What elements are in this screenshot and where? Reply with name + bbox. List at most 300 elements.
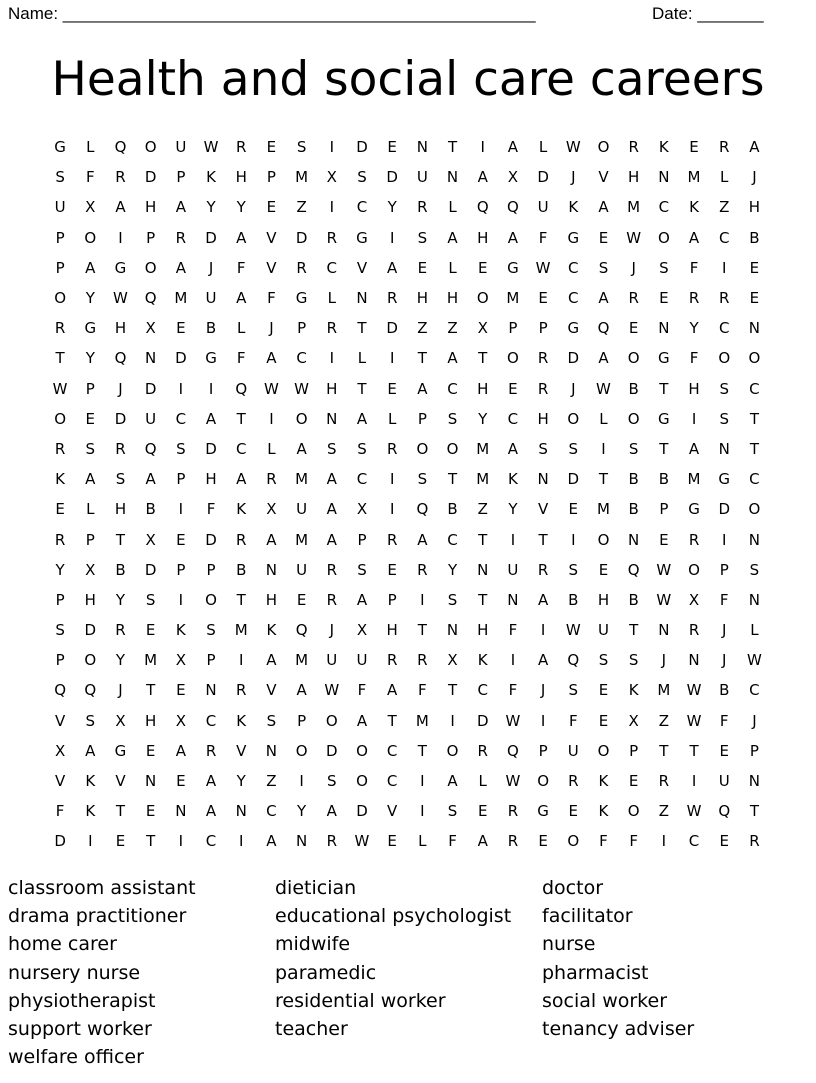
grid-letter[interactable]: S <box>85 711 96 730</box>
grid-letter[interactable]: A <box>598 198 609 217</box>
grid-letter[interactable]: M <box>174 289 188 308</box>
grid-letter[interactable]: D <box>144 379 157 398</box>
grid-letter[interactable]: W <box>565 621 581 640</box>
grid-letter[interactable]: P <box>85 379 95 398</box>
grid-letter[interactable]: A <box>537 651 549 670</box>
grid-letter[interactable]: P <box>55 228 65 247</box>
grid-letter[interactable]: R <box>386 439 398 458</box>
grid-letter[interactable]: B <box>205 319 217 338</box>
grid-letter[interactable]: H <box>114 319 127 338</box>
grid-letter[interactable]: R <box>236 530 247 549</box>
grid-letter[interactable]: Y <box>85 349 95 368</box>
grid-letter[interactable]: T <box>478 530 488 549</box>
grid-letter[interactable]: O <box>567 409 580 428</box>
grid-letter[interactable]: U <box>567 741 579 760</box>
grid-letter[interactable]: P <box>297 319 307 338</box>
grid-letter[interactable]: M <box>415 711 429 730</box>
grid-letter[interactable]: F <box>418 681 427 700</box>
grid-letter[interactable]: P <box>176 168 186 187</box>
grid-letter[interactable]: P <box>176 560 186 579</box>
grid-letter[interactable]: J <box>631 258 636 277</box>
grid-letter[interactable]: Q <box>718 802 731 821</box>
grid-letter[interactable]: N <box>507 590 519 609</box>
grid-letter[interactable]: Q <box>114 138 127 157</box>
grid-letter[interactable]: K <box>598 802 609 821</box>
grid-letter[interactable]: D <box>54 832 66 851</box>
grid-letter[interactable]: R <box>507 802 519 821</box>
grid-letter[interactable]: H <box>628 168 640 187</box>
grid-letter[interactable]: U <box>54 198 66 217</box>
grid-letter[interactable]: G <box>688 500 700 519</box>
grid-letter[interactable]: A <box>387 681 398 700</box>
grid-letter[interactable]: N <box>235 802 247 821</box>
grid-letter[interactable]: E <box>145 621 156 640</box>
grid-letter[interactable]: O <box>657 228 670 247</box>
grid-letter[interactable]: H <box>326 379 338 398</box>
grid-letter[interactable]: A <box>447 349 458 368</box>
grid-letter[interactable]: X <box>115 711 126 730</box>
grid-letter[interactable]: E <box>719 741 729 760</box>
grid-letter[interactable]: T <box>749 439 759 458</box>
grid-letter[interactable]: I <box>389 500 395 519</box>
grid-letter[interactable]: C <box>386 741 398 760</box>
grid-letter[interactable]: V <box>266 258 277 277</box>
grid-letter[interactable]: G <box>658 349 670 368</box>
grid-letter[interactable]: A <box>507 228 519 247</box>
grid-letter[interactable]: H <box>477 379 489 398</box>
grid-letter[interactable]: I <box>88 832 93 851</box>
grid-letter[interactable]: N <box>356 289 368 308</box>
grid-letter[interactable]: K <box>568 198 579 217</box>
grid-letter[interactable]: G <box>537 802 549 821</box>
grid-letter[interactable]: A <box>598 289 609 308</box>
grid-letter[interactable]: C <box>205 832 217 851</box>
grid-letter[interactable]: N <box>748 319 761 338</box>
grid-letter[interactable]: C <box>296 349 307 368</box>
grid-letter[interactable]: K <box>598 772 609 791</box>
grid-letter[interactable]: O <box>325 711 338 730</box>
grid-letter[interactable]: D <box>476 711 489 730</box>
grid-letter[interactable]: K <box>206 168 216 187</box>
grid-letter[interactable]: A <box>85 470 96 489</box>
grid-letter[interactable]: P <box>508 319 518 338</box>
grid-letter[interactable]: D <box>567 470 580 489</box>
grid-letter[interactable]: I <box>540 711 546 730</box>
grid-letter[interactable]: C <box>326 258 338 277</box>
grid-letter[interactable]: P <box>387 590 397 609</box>
grid-letter[interactable]: N <box>748 530 761 549</box>
grid-letter[interactable]: H <box>477 621 489 640</box>
grid-letter[interactable]: E <box>387 560 397 579</box>
grid-letter[interactable]: C <box>205 711 217 730</box>
grid-letter[interactable]: P <box>55 258 65 277</box>
grid-letter[interactable]: D <box>205 530 217 549</box>
grid-letter[interactable]: I <box>420 802 425 821</box>
grid-letter[interactable]: N <box>265 741 278 760</box>
grid-letter[interactable]: A <box>175 741 186 760</box>
grid-letter[interactable]: I <box>299 772 304 791</box>
grid-letter[interactable]: C <box>718 319 730 338</box>
grid-letter[interactable]: D <box>84 621 97 640</box>
grid-letter[interactable]: I <box>480 138 485 157</box>
grid-letter[interactable]: F <box>689 349 699 368</box>
grid-letter[interactable]: T <box>115 802 126 821</box>
grid-letter[interactable]: Y <box>447 560 458 579</box>
grid-letter[interactable]: I <box>178 832 184 851</box>
grid-letter[interactable]: I <box>571 530 576 549</box>
grid-letter[interactable]: T <box>55 349 65 368</box>
grid-letter[interactable]: W <box>113 289 128 308</box>
grid-letter[interactable]: N <box>688 651 700 670</box>
grid-letter[interactable]: A <box>537 590 549 609</box>
grid-letter[interactable]: C <box>386 772 398 791</box>
grid-letter[interactable]: S <box>417 228 428 247</box>
grid-letter[interactable]: A <box>296 439 307 458</box>
grid-letter[interactable]: S <box>568 439 579 458</box>
grid-letter[interactable]: W <box>686 711 702 730</box>
grid-letter[interactable]: A <box>326 500 337 519</box>
grid-letter[interactable]: R <box>54 439 66 458</box>
grid-letter[interactable]: W <box>263 379 279 398</box>
grid-letter[interactable]: T <box>357 379 367 398</box>
grid-letter[interactable]: E <box>749 289 760 308</box>
grid-letter[interactable]: V <box>356 258 368 277</box>
grid-letter[interactable]: P <box>538 741 548 760</box>
grid-letter[interactable]: T <box>659 439 669 458</box>
grid-letter[interactable]: S <box>568 560 579 579</box>
grid-letter[interactable]: B <box>447 500 458 519</box>
grid-letter[interactable]: E <box>387 138 397 157</box>
grid-letter[interactable]: S <box>296 138 307 157</box>
grid-letter[interactable]: X <box>266 500 277 519</box>
grid-letter[interactable]: A <box>266 349 277 368</box>
grid-letter[interactable]: G <box>356 228 368 247</box>
grid-letter[interactable]: I <box>601 439 606 458</box>
grid-letter[interactable]: C <box>658 198 670 217</box>
grid-letter[interactable]: Q <box>567 651 580 670</box>
grid-letter[interactable]: P <box>417 409 427 428</box>
grid-letter[interactable]: H <box>446 289 459 308</box>
grid-letter[interactable]: U <box>326 651 338 670</box>
grid-letter[interactable]: A <box>507 439 519 458</box>
grid-letter[interactable]: W <box>52 379 68 398</box>
grid-letter[interactable]: Q <box>144 289 157 308</box>
grid-letter[interactable]: A <box>266 530 277 549</box>
grid-letter[interactable]: D <box>326 741 338 760</box>
grid-letter[interactable]: X <box>447 651 458 670</box>
grid-letter[interactable]: R <box>326 228 337 247</box>
grid-letter[interactable]: P <box>719 560 729 579</box>
grid-letter[interactable]: R <box>658 772 670 791</box>
grid-letter[interactable]: I <box>389 228 395 247</box>
grid-letter[interactable]: A <box>236 289 247 308</box>
grid-letter[interactable]: N <box>175 802 187 821</box>
grid-letter[interactable]: O <box>627 349 640 368</box>
grid-letter[interactable]: P <box>659 500 669 519</box>
grid-letter[interactable]: O <box>295 741 308 760</box>
grid-letter[interactable]: E <box>145 802 156 821</box>
grid-letter[interactable]: S <box>145 590 156 609</box>
grid-letter[interactable]: B <box>628 379 639 398</box>
grid-letter[interactable]: J <box>118 379 123 398</box>
grid-letter[interactable]: E <box>719 832 729 851</box>
grid-letter[interactable]: Z <box>477 500 488 519</box>
grid-letter[interactable]: C <box>447 530 458 549</box>
grid-letter[interactable]: I <box>329 198 334 217</box>
grid-letter[interactable]: R <box>537 560 549 579</box>
grid-letter[interactable]: E <box>477 802 488 821</box>
grid-letter[interactable]: S <box>598 258 609 277</box>
grid-letter[interactable]: I <box>239 832 244 851</box>
grid-letter[interactable]: E <box>659 530 669 549</box>
grid-letter[interactable]: Y <box>297 802 307 821</box>
grid-letter[interactable]: S <box>659 258 669 277</box>
grid-letter[interactable]: I <box>691 409 697 428</box>
grid-letter[interactable]: T <box>447 470 458 489</box>
grid-letter[interactable]: X <box>628 711 639 730</box>
grid-letter[interactable]: M <box>295 470 309 489</box>
grid-letter[interactable]: F <box>689 258 699 277</box>
grid-letter[interactable]: O <box>567 832 580 851</box>
grid-letter[interactable]: E <box>598 711 609 730</box>
grid-letter[interactable]: D <box>386 168 398 187</box>
grid-letter[interactable]: R <box>54 319 66 338</box>
grid-letter[interactable]: R <box>537 349 549 368</box>
grid-letter[interactable]: L <box>720 168 729 187</box>
grid-letter[interactable]: T <box>146 681 156 700</box>
grid-letter[interactable]: H <box>145 198 157 217</box>
grid-letter[interactable]: E <box>659 289 669 308</box>
grid-letter[interactable]: A <box>447 772 458 791</box>
grid-letter[interactable]: N <box>145 349 157 368</box>
grid-letter[interactable]: E <box>176 772 186 791</box>
grid-letter[interactable]: X <box>356 621 368 640</box>
grid-letter[interactable]: O <box>627 409 640 428</box>
grid-letter[interactable]: U <box>597 621 609 640</box>
grid-letter[interactable]: X <box>175 651 186 670</box>
grid-letter[interactable]: O <box>597 530 610 549</box>
grid-letter[interactable]: C <box>235 439 247 458</box>
grid-letter[interactable]: S <box>357 560 367 579</box>
grid-letter[interactable]: Z <box>658 802 669 821</box>
grid-letter[interactable]: D <box>386 319 398 338</box>
grid-letter[interactable]: N <box>658 319 670 338</box>
grid-letter[interactable]: E <box>145 741 156 760</box>
grid-letter[interactable]: E <box>568 500 579 519</box>
grid-letter[interactable]: T <box>659 379 669 398</box>
grid-letter[interactable]: P <box>85 530 95 549</box>
grid-letter[interactable]: Y <box>387 198 397 217</box>
grid-letter[interactable]: Y <box>115 651 126 670</box>
grid-letter[interactable]: R <box>326 319 337 338</box>
grid-letter[interactable]: M <box>476 470 490 489</box>
grid-letter[interactable]: V <box>236 741 247 760</box>
grid-letter[interactable]: N <box>658 621 670 640</box>
grid-letter[interactable]: I <box>540 621 546 640</box>
grid-letter[interactable]: F <box>267 289 276 308</box>
grid-letter[interactable]: K <box>236 500 247 519</box>
grid-letter[interactable]: E <box>115 832 126 851</box>
grid-letter[interactable]: L <box>387 409 397 428</box>
grid-letter[interactable]: S <box>447 409 458 428</box>
grid-letter[interactable]: W <box>626 228 642 247</box>
grid-letter[interactable]: R <box>417 198 428 217</box>
grid-letter[interactable]: P <box>297 711 307 730</box>
grid-letter[interactable]: Q <box>235 379 248 398</box>
grid-letter[interactable]: A <box>417 379 428 398</box>
grid-letter[interactable]: C <box>568 258 579 277</box>
grid-letter[interactable]: K <box>507 470 518 489</box>
grid-letter[interactable]: O <box>748 349 761 368</box>
grid-letter[interactable]: Z <box>266 772 277 791</box>
grid-letter[interactable]: Y <box>236 772 246 791</box>
grid-letter[interactable]: Q <box>84 681 97 700</box>
grid-letter[interactable]: D <box>205 228 217 247</box>
grid-letter[interactable]: S <box>719 409 729 428</box>
grid-letter[interactable]: X <box>477 319 488 338</box>
grid-letter[interactable]: J <box>722 621 727 640</box>
grid-letter[interactable]: A <box>85 258 96 277</box>
grid-letter[interactable]: M <box>234 621 248 640</box>
grid-letter[interactable]: K <box>477 651 488 670</box>
grid-letter[interactable]: P <box>357 530 367 549</box>
grid-letter[interactable]: O <box>446 741 459 760</box>
grid-letter[interactable]: Y <box>236 198 246 217</box>
grid-letter[interactable]: O <box>84 228 97 247</box>
grid-letter[interactable]: E <box>176 530 186 549</box>
grid-letter[interactable]: G <box>567 319 580 338</box>
grid-letter[interactable]: M <box>687 168 701 187</box>
grid-letter[interactable]: Y <box>55 560 65 579</box>
grid-letter[interactable]: Y <box>115 590 126 609</box>
grid-letter[interactable]: H <box>688 379 700 398</box>
grid-letter[interactable]: C <box>477 681 488 700</box>
grid-letter[interactable]: T <box>689 741 699 760</box>
grid-letter[interactable]: I <box>510 530 516 549</box>
grid-letter[interactable]: E <box>628 772 639 791</box>
grid-letter[interactable]: R <box>719 289 730 308</box>
grid-letter[interactable]: K <box>85 772 96 791</box>
grid-letter[interactable]: O <box>54 409 66 428</box>
grid-letter[interactable]: D <box>175 349 187 368</box>
grid-letter[interactable]: P <box>266 168 276 187</box>
grid-letter[interactable]: R <box>386 289 398 308</box>
grid-letter[interactable]: F <box>538 228 548 247</box>
grid-letter[interactable]: S <box>357 439 367 458</box>
grid-letter[interactable]: B <box>568 590 579 609</box>
grid-letter[interactable]: E <box>538 289 548 308</box>
grid-letter[interactable]: D <box>144 560 157 579</box>
grid-letter[interactable]: Q <box>627 560 640 579</box>
grid-letter[interactable]: W <box>505 772 521 791</box>
grid-letter[interactable]: Y <box>206 198 216 217</box>
grid-letter[interactable]: A <box>175 198 186 217</box>
grid-letter[interactable]: R <box>719 138 730 157</box>
grid-letter[interactable]: C <box>718 228 730 247</box>
grid-letter[interactable]: H <box>265 590 278 609</box>
grid-letter[interactable]: I <box>208 379 214 398</box>
grid-letter[interactable]: P <box>629 741 639 760</box>
grid-letter[interactable]: R <box>54 530 66 549</box>
grid-letter[interactable]: S <box>327 439 337 458</box>
grid-letter[interactable]: M <box>657 681 671 700</box>
grid-letter[interactable]: M <box>295 651 309 670</box>
grid-letter[interactable]: E <box>176 681 186 700</box>
grid-letter[interactable]: S <box>266 711 277 730</box>
grid-letter[interactable]: D <box>295 228 308 247</box>
grid-letter[interactable]: T <box>598 470 609 489</box>
grid-letter[interactable]: E <box>387 832 397 851</box>
grid-letter[interactable]: I <box>420 590 425 609</box>
grid-letter[interactable]: A <box>326 530 337 549</box>
grid-letter[interactable]: R <box>326 832 337 851</box>
grid-letter[interactable]: P <box>206 651 216 670</box>
grid-letter[interactable]: E <box>749 258 760 277</box>
grid-letter[interactable]: N <box>537 470 549 489</box>
grid-letter[interactable]: G <box>114 741 127 760</box>
grid-letter[interactable]: O <box>84 651 97 670</box>
grid-letter[interactable]: I <box>722 258 727 277</box>
grid-letter[interactable]: S <box>749 560 760 579</box>
grid-letter[interactable]: G <box>114 258 127 277</box>
grid-letter[interactable]: Y <box>508 500 518 519</box>
grid-letter[interactable]: T <box>538 530 548 549</box>
grid-letter[interactable]: A <box>236 228 247 247</box>
grid-letter[interactable]: B <box>236 560 247 579</box>
grid-letter[interactable]: R <box>115 168 126 187</box>
grid-letter[interactable]: D <box>144 168 157 187</box>
grid-letter[interactable]: O <box>507 349 519 368</box>
grid-letter[interactable]: M <box>295 530 309 549</box>
grid-letter[interactable]: D <box>537 168 549 187</box>
grid-letter[interactable]: U <box>175 138 187 157</box>
grid-letter[interactable]: V <box>266 228 277 247</box>
grid-letter[interactable]: A <box>205 409 217 428</box>
grid-letter[interactable]: J <box>571 168 576 187</box>
grid-letter[interactable]: A <box>749 138 760 157</box>
grid-letter[interactable]: A <box>296 681 307 700</box>
grid-letter[interactable]: P <box>55 651 65 670</box>
grid-letter[interactable]: N <box>295 832 308 851</box>
grid-letter[interactable]: A <box>477 832 488 851</box>
grid-letter[interactable]: I <box>178 500 184 519</box>
grid-letter[interactable]: R <box>417 651 428 670</box>
grid-letter[interactable]: F <box>568 711 578 730</box>
grid-letter[interactable]: N <box>265 560 278 579</box>
grid-letter[interactable]: A <box>356 409 368 428</box>
grid-letter[interactable]: O <box>356 741 368 760</box>
grid-letter[interactable]: U <box>507 560 519 579</box>
grid-letter[interactable]: T <box>749 409 759 428</box>
grid-letter[interactable]: F <box>719 590 729 609</box>
grid-letter[interactable]: L <box>327 289 336 308</box>
grid-letter[interactable]: U <box>537 198 549 217</box>
grid-letter[interactable]: F <box>719 711 729 730</box>
grid-letter[interactable]: G <box>54 138 66 157</box>
grid-letter[interactable]: N <box>446 621 459 640</box>
grid-letter[interactable]: P <box>146 228 156 247</box>
grid-letter[interactable]: K <box>175 621 186 640</box>
grid-letter[interactable]: O <box>356 772 368 791</box>
grid-letter[interactable]: W <box>203 138 219 157</box>
grid-letter[interactable]: A <box>688 228 700 247</box>
grid-letter[interactable]: H <box>235 168 247 187</box>
grid-letter[interactable]: S <box>628 439 639 458</box>
grid-letter[interactable]: T <box>629 621 639 640</box>
grid-letter[interactable]: I <box>691 772 697 791</box>
grid-letter[interactable]: Y <box>85 289 95 308</box>
grid-letter[interactable]: R <box>507 832 519 851</box>
